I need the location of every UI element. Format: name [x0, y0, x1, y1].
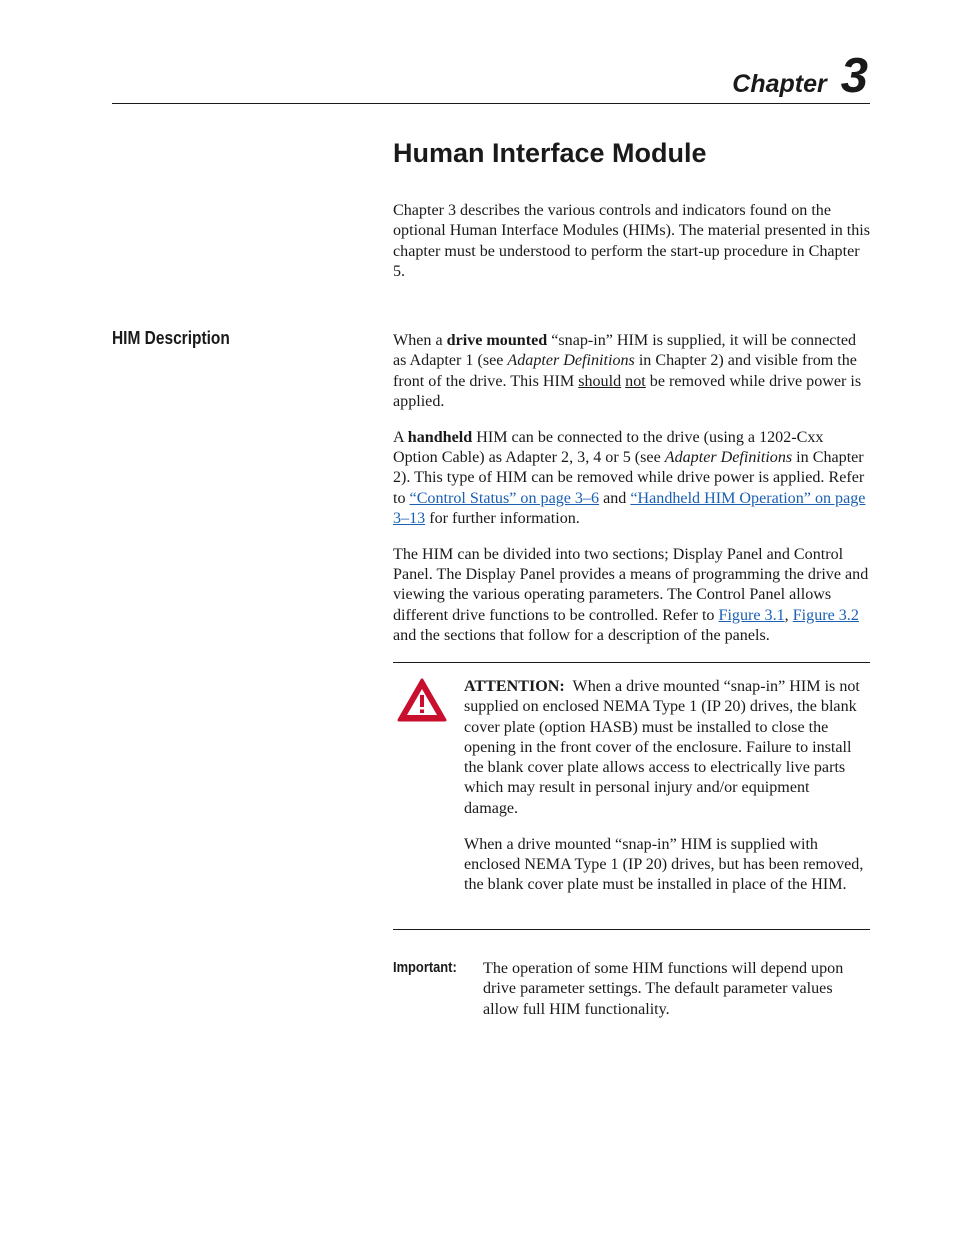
link-control-status[interactable]: “Control Status” on page 3–6 [409, 489, 600, 507]
chapter-label: Chapter [732, 70, 827, 98]
important-text: The operation of some HIM functions will depend upon drive parameter settings. The default parameter values allow full HIM functionality. [483, 960, 844, 1018]
attention-paragraph-1: ATTENTION: When a drive mounted “snap-in” HIM is not supplied on enclosed NEMA Type 1 (IP 20) drives, the blank cover plate (option HASB) must be installed to close the opening in the front cover of the enclosure. Failure to install the blank cover plate allows access to electrically live parts which may result in personal injury and/or equipment damage. [464, 678, 860, 817]
link-handheld-him-operation[interactable]: “Handheld HIM Operation” on page 3–13 [393, 489, 866, 527]
link-figure-3-1[interactable]: Figure 3.1 [718, 606, 785, 624]
attention-bottom-rule [393, 929, 870, 930]
attention-label: ATTENTION: [464, 678, 565, 695]
paragraph-sections: The HIM can be divided into two sections; Display Panel and Control Panel. The Display Panel provides a means of programming the drive and viewing the various operating parameters. The Control Panel allows different drive functions to be controlled. Refer to Figure 3.1, Figure 3.2 and the sections that follow for a description of the panels. [393, 545, 869, 645]
intro-paragraph: Chapter 3 describes the various controls and indicators found on the optional Human Interface Modules (HIMs). The material presented in this chapter must be understood to perform the start-up procedure in Chapter 5. [393, 202, 871, 280]
link-figure-3-2[interactable]: Figure 3.2 [792, 606, 859, 624]
paragraph-drive-mounted: When a drive mounted “snap-in” HIM is supplied, it will be connected as Adapter 1 (see Adapter Definitions in Chapter 2) and visible from the front of the drive. This HIM should not be removed while drive power is applied. [393, 332, 862, 410]
attention-top-rule [393, 662, 870, 663]
section-heading: HIM Description [112, 328, 230, 348]
attention-paragraph-2: When a drive mounted “snap-in” HIM is supplied with enclosed NEMA Type 1 (IP 20) drives, but has been removed, the blank cover plate must be installed in place of the HIM. [464, 835, 864, 894]
attention-block [464, 677, 864, 896]
header-rule [112, 103, 870, 104]
chapter-number: 3 [840, 49, 868, 103]
important-label: Important: [393, 959, 457, 976]
section-body [393, 331, 870, 646]
chapter-header [732, 48, 868, 104]
warning-triangle-icon [396, 677, 448, 723]
page-title: Human Interface Module [393, 138, 707, 168]
paragraph-handheld: A handheld HIM can be connected to the drive (using a 1202-Cxx Option Cable) as Adapter 2, 3, 4 or 5 (see Adapter Definitions in Chapter 2). This type of HIM can be removed while drive power is applied. Refer to “Control Status” on page 3–6 and “Handheld HIM Operation” on page 3–13 for further information. [393, 428, 866, 527]
